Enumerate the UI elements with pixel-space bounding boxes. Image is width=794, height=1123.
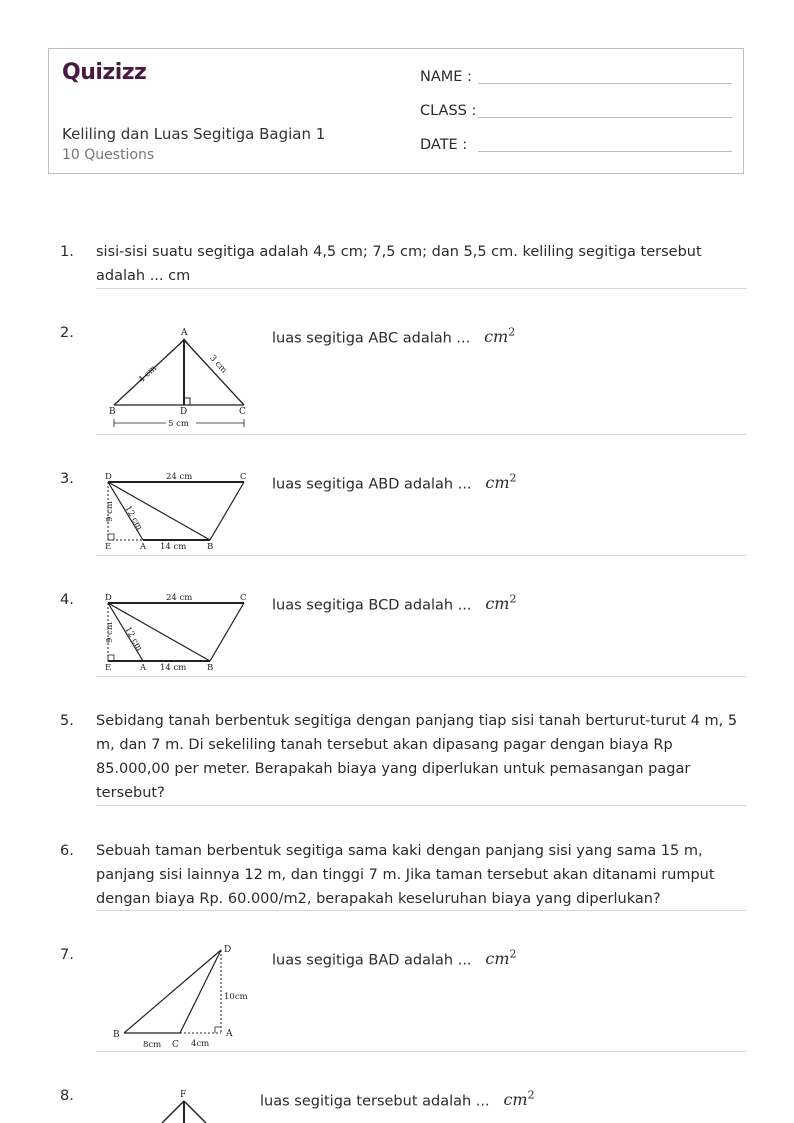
class-line — [478, 117, 732, 118]
side-dc-label: 24 cm — [166, 472, 193, 482]
question-text: luas segitiga BAD adalah ... — [272, 952, 472, 969]
side-ab-label: 14 cm — [160, 663, 187, 673]
side-ca-label: 4cm — [191, 1039, 210, 1049]
divider — [96, 1051, 746, 1052]
class-field[interactable] — [420, 103, 476, 119]
name-line — [478, 83, 732, 84]
vertex-c: C — [240, 593, 247, 603]
name-label: NAME : — [420, 69, 472, 85]
side-da-label: 12 cm — [122, 625, 145, 653]
question-number: 5. — [60, 713, 74, 729]
triangle-f-figure — [150, 1085, 220, 1123]
side-ac-label: 3 cm — [207, 353, 229, 376]
question-4-text — [272, 588, 516, 617]
question-number: 8. — [60, 1088, 74, 1104]
vertex-f: F — [180, 1090, 187, 1100]
question-text: luas segitiga BCD adalah ... — [272, 597, 472, 614]
question-number: 1. — [60, 244, 74, 260]
side-de-label: 9 cm — [105, 501, 115, 522]
question-text: Sebuah taman berbentuk segitiga sama kaki dengan panjang sisi yang sama 15 m, panjang sisi lainnya 12 m, dan tinggi 7 m. Jika taman tersebut akan ditanami rumput dengan biaya Rp. 60.000/m2, berapakah keseluruhan biaya yang diperlukan? — [96, 843, 715, 907]
unit-cm2: $cm^2$ — [485, 472, 517, 493]
vertex-d: D — [105, 593, 112, 603]
divider — [96, 555, 746, 556]
date-field[interactable] — [420, 137, 467, 153]
question-text: Sebidang tanah berbentuk segitiga dengan panjang tiap sisi tanah berturut-turut 4 m, 5 m, dan 7 m. Di sekeliling tanah tersebut akan dipasang pagar dengan biaya Rp 85.000,00 per meter. Berapakah biaya yang diperlukan untuk pemasangan pagar tersebut? — [96, 713, 738, 801]
vertex-c: C — [240, 472, 247, 482]
vertex-d: D — [180, 407, 188, 417]
vertex-d: D — [224, 945, 232, 955]
vertex-b: B — [207, 663, 214, 673]
divider — [96, 434, 746, 435]
vertex-d: D — [105, 472, 112, 482]
name-field[interactable] — [420, 69, 472, 85]
question-text: luas segitiga ABC adalah ... — [272, 330, 471, 347]
vertex-c: C — [239, 407, 246, 417]
side-da-label: 10cm — [224, 992, 248, 1002]
divider — [96, 288, 746, 289]
question-number: 4. — [60, 592, 74, 608]
question-number: 6. — [60, 843, 74, 859]
side-de-label: 9 cm — [105, 622, 115, 643]
quizizz-logo: Quizizz — [62, 60, 147, 85]
side-dc-label: 24 cm — [166, 593, 193, 603]
trapezoid-abd-figure — [96, 468, 256, 554]
triangle-abc-figure — [106, 326, 256, 430]
vertex-b: B — [113, 1030, 120, 1040]
question-8-text — [260, 1084, 535, 1113]
vertex-a: A — [140, 663, 147, 673]
divider — [96, 805, 746, 806]
date-line — [478, 151, 732, 152]
side-ab-label: 4 cm — [136, 363, 159, 386]
triangle-bad-figure — [106, 938, 256, 1050]
unit-cm2: $cm^2$ — [503, 1089, 535, 1110]
unit-cm2: $cm^2$ — [484, 326, 516, 347]
vertex-a: A — [140, 542, 147, 552]
vertex-b: B — [207, 542, 214, 552]
trapezoid-bcd-figure — [96, 589, 256, 675]
date-label: DATE : — [420, 137, 468, 153]
question-number: 3. — [60, 471, 74, 487]
vertex-a: A — [226, 1029, 233, 1039]
unit-cm2: $cm^2$ — [485, 593, 517, 614]
question-count: 10 Questions — [62, 147, 155, 163]
question-text: sisi-sisi suatu segitiga adalah 4,5 cm; 7,5 cm; dan 5,5 cm. keliling segitiga tersebut adalah ... cm — [96, 244, 702, 284]
divider — [96, 910, 746, 911]
vertex-b: B — [109, 407, 116, 417]
worksheet-title: Keliling dan Luas Segitiga Bagian 1 — [62, 125, 326, 143]
question-7-text — [272, 943, 517, 972]
question-number: 2. — [60, 325, 74, 341]
question-text: luas segitiga tersebut adalah ... — [260, 1093, 490, 1110]
vertex-e: E — [105, 663, 112, 673]
question-text: luas segitiga ABD adalah ... — [272, 476, 472, 493]
side-bc-label: 5 cm — [168, 419, 189, 429]
unit-cm2: $cm^2$ — [485, 948, 517, 969]
question-number: 7. — [60, 947, 74, 963]
vertex-a: A — [181, 328, 188, 338]
question-2-text — [272, 321, 515, 350]
class-label: CLASS : — [420, 103, 477, 119]
side-ab-label: 14 cm — [160, 542, 187, 552]
worksheet-header — [48, 48, 744, 174]
side-bc-label: 8cm — [143, 1040, 162, 1050]
side-da-label: 12 cm — [122, 504, 145, 532]
divider — [96, 676, 746, 677]
vertex-c: C — [172, 1040, 179, 1050]
question-3-text — [272, 467, 517, 496]
vertex-e: E — [105, 542, 112, 552]
